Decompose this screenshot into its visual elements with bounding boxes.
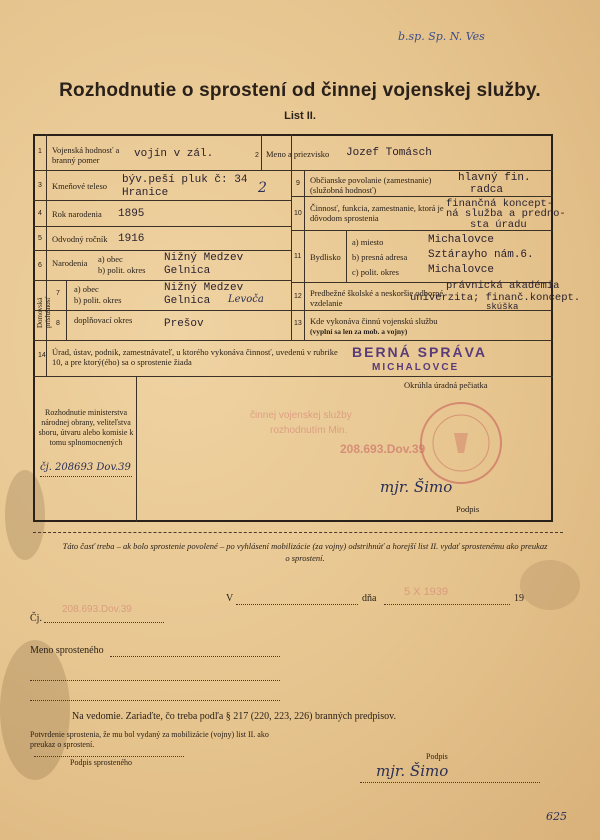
- row-number: 2: [255, 152, 259, 159]
- decision-reference: čj. 208693 Dov.39: [40, 462, 131, 473]
- row-number: 6: [38, 262, 42, 269]
- row-number: 5: [38, 235, 42, 242]
- birth-label: Narodenia: [52, 258, 88, 268]
- place-label: V: [226, 593, 234, 604]
- seal-label: Okrúhla úradná pečiatka: [404, 380, 488, 390]
- birth-year-value: 1895: [118, 208, 145, 220]
- unit-value-1: býv.peší pluk č: 34: [122, 174, 248, 186]
- service-note: (vyplní sa len za mob. a vojny): [310, 327, 408, 336]
- birth-year-label: Rok narodenia: [52, 209, 102, 219]
- row-number: 14: [38, 352, 46, 359]
- row-number: 12: [294, 293, 302, 300]
- row-number: 4: [38, 210, 42, 217]
- decision-label: Rozhodnutie ministerstva národnej obrany, veliteľstva sboru, útvaru alebo komisie k tomu splnomocnených: [38, 408, 134, 447]
- page-title: Rozhodnutie o sprostení od činnej vojenskej služby.: [59, 80, 541, 101]
- sub-label: b) polit. okres: [74, 295, 122, 305]
- notice-text: Na vedomie. Zariaďte, čo treba podľa § 217 (220, 223, 226) branných predpisov.: [72, 711, 396, 722]
- stain: [520, 560, 580, 610]
- occupation-label: Občianske povolanie (zamestnanie) (služobná hodnosť): [310, 175, 432, 195]
- corner-note: b.sp. Sp. N. Ves: [398, 30, 485, 43]
- residence-address-value: Sztárayho nám.6.: [428, 249, 534, 261]
- faint-reference: 208.693.Dov.39: [62, 604, 132, 615]
- service-label: Kde vykonáva činnú vojenskú službu: [310, 316, 438, 326]
- row-number: 7: [56, 290, 60, 297]
- faint-decision-number: 208.693.Dov.39: [340, 442, 426, 456]
- unit-label: Kmeňové teleso: [52, 181, 107, 191]
- faint-text: rozhodnutím Min.: [270, 425, 348, 436]
- row-number: 1: [38, 148, 42, 155]
- birth-district-value: Gelnica: [164, 265, 211, 277]
- office-stamp-line1: BERNÁ SPRÁVA: [352, 344, 487, 360]
- row-number: 11: [294, 253, 302, 260]
- row-number: 8: [56, 320, 60, 327]
- education-value-3: skúška: [486, 302, 519, 312]
- birth-town-value: Nižný Medzev: [164, 252, 244, 264]
- sub-label: b) polit. okres: [98, 265, 146, 275]
- handwritten-correction: 2: [258, 180, 267, 196]
- sub-label: a) obec: [74, 284, 99, 294]
- sub-label: b) presná adresa: [352, 252, 408, 262]
- decision-signature: mjr. Šimo: [380, 478, 453, 496]
- reference-label: Čj.: [30, 613, 42, 624]
- name-of-exempted-label: Meno sprosteného: [30, 645, 104, 656]
- education-value-1: právnická akadémia: [446, 280, 560, 292]
- handwritten-district: Levoča: [228, 294, 264, 305]
- round-seal-icon: [416, 398, 506, 488]
- page-number: 625: [546, 810, 567, 823]
- rank-value: vojín v zál.: [134, 148, 214, 160]
- activity-label: Činnosť, funkcia, zamestnanie, ktorá je dôvodom sprostenia: [310, 203, 444, 223]
- residence-town-value: Michalovce: [428, 234, 495, 246]
- row-number: 10: [294, 210, 302, 217]
- activity-value-3: sta úradu: [470, 219, 527, 231]
- domicile-side-label: Domovská príslušnosť: [36, 296, 52, 328]
- domicile-district-value: Gelnica: [164, 295, 211, 307]
- cut-instruction: Táto časť treba – ak bolo sprostenie povolené – po vyhlásení mobilizácie (za vojny) odstrihnúť a horejší list II. vydať sprostenému ako preukaz o sprostení.: [62, 541, 548, 563]
- rank-label: Vojenská hodnosť a branný pomer: [52, 145, 120, 165]
- office-stamp-line2: MICHALOVCE: [372, 362, 460, 373]
- exempted-signature-label: Podpis sprosteného: [70, 758, 132, 767]
- sub-label: c) polit. okres: [352, 267, 399, 277]
- confirmation-text: Potvrdenie sprostenia, že mu bol vydaný za mobilizácie (vojny) list II. ako preukaz o sprostení.: [30, 730, 269, 749]
- name-label: Meno a priezvisko: [266, 149, 330, 159]
- residence-label: Bydlisko: [310, 252, 341, 262]
- date-stamp: 5 X 1939: [404, 586, 449, 598]
- row-number: 9: [296, 180, 300, 187]
- stain: [0, 640, 70, 780]
- recruit-district-label: doplňovací okres: [74, 315, 133, 325]
- date-label: dňa: [362, 593, 377, 604]
- cut-line: [33, 532, 563, 533]
- occupation-value-1: hlavný fin.: [458, 172, 531, 184]
- year-label: 19: [514, 593, 524, 604]
- draft-year-value: 1916: [118, 233, 145, 245]
- sheet-label: List II.: [284, 110, 316, 122]
- decision-signature-label: Podpis: [456, 504, 480, 514]
- name-value: Jozef Tomásch: [346, 147, 432, 159]
- employer-label: Úrad, ústav, podnik, zamestnávateľ, u ktorého vykonáva činnosť, uvedenú v rubrike 10, a pre ktorý(ého) sa o sprostenie žiada: [52, 347, 338, 367]
- domicile-town-value: Nižný Medzev: [164, 282, 244, 294]
- lower-signature: mjr. Šimo: [376, 762, 449, 780]
- sub-label: a) miesto: [352, 237, 384, 247]
- row-number: 3: [38, 182, 42, 189]
- activity-value-2: ná služba a predno-: [446, 208, 566, 220]
- education-label: Predbežné školské a neskoršie odborné vzdelanie: [310, 288, 444, 308]
- row-number: 13: [294, 320, 302, 327]
- occupation-value-2: radca: [470, 184, 504, 196]
- faint-text: činnej vojenskej služby: [250, 410, 352, 421]
- lower-signature-label: Podpis: [426, 752, 448, 761]
- residence-district-value: Michalovce: [428, 264, 495, 276]
- draft-year-label: Odvodný ročník: [52, 234, 108, 244]
- education-value-2: univerzita; finanč.koncept.: [410, 292, 581, 304]
- recruit-district-value: Prešov: [164, 318, 204, 330]
- sub-label: a) obec: [98, 254, 123, 264]
- activity-value-1: finančná koncept-: [446, 198, 554, 210]
- unit-value-2: Hranice: [122, 187, 169, 199]
